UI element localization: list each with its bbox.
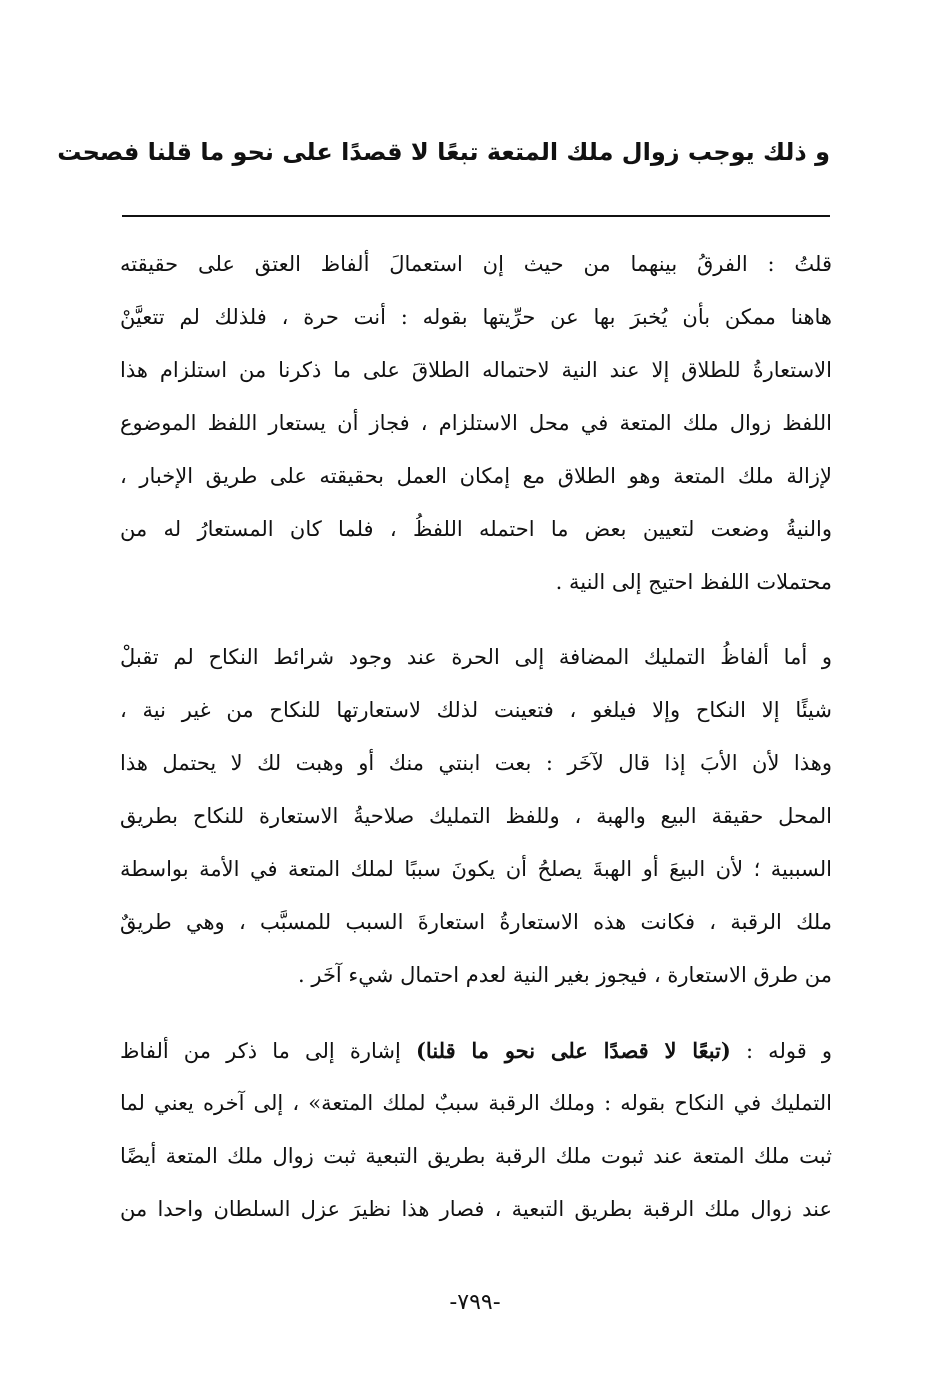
quote-intro: و قوله : (745, 1039, 832, 1063)
text-line: و أما ألفاظُ التمليك المضافة إلى الحرة عند وجود شرائط النكاح لم تقبلْ (120, 645, 832, 669)
text-line: والنيةُ وضعت لتعيين بعض ما احتمله اللفظُ ، فلما كان المستعارُ له من (120, 517, 832, 541)
text-line: اللفظ زوال ملك المتعة في محل الاستلزام ، فجاز أن يستعار اللفظ الموضوع (120, 411, 832, 435)
text-line: السببية ؛ لأن البيعَ أو الهبةَ يصلحُ أن يكونَ سببًا لملك المتعة في الأمة بواسطة (120, 857, 832, 881)
paragraph-3 (120, 1024, 832, 1236)
text-line: التمليك في النكاح بقوله : وملك الرقبة سببٌ لملك المتعة» ، إلى آخره يعني لما (120, 1091, 832, 1115)
text-line: عند زوال ملك الرقبة بطريق التبعية ، فصار هذا نظيرَ عزل السلطان واحدا من (120, 1197, 832, 1221)
paragraph-gap (120, 1002, 832, 1024)
paragraph-gap (120, 609, 832, 631)
text-line (120, 1024, 832, 1077)
matn-quote: (تبعًا لا قصدًا على نحو ما قلنا) (415, 1038, 731, 1063)
text-line: لإزالة ملك المتعة وهو الطلاق مع إمكان العمل بحقيقته على طريق الإخبار ، (120, 464, 832, 488)
paragraph-2 (120, 631, 832, 1002)
text-line: ثبت ملك المتعة عند ثبوت ملك الرقبة بطريق التبعية ثبت زوال ملك المتعة أيضًا (120, 1144, 832, 1168)
paragraph-1 (120, 238, 832, 609)
text-line: شيئًا إلا النكاح وإلا فيلغو ، فتعينت لذلك لاستعارتها للنكاح من غير نية ، (120, 698, 832, 722)
text-line: وهذا لأن الأبَ إذا قال لآخَر : بعت ابنتي منك أو وهبت لك لا يحتمل هذا (120, 751, 832, 775)
text-line: قلتُ : الفرقُ بينهما من حيث إن استعمالَ ألفاظ العتق على حقيقته (120, 252, 832, 276)
text-line: الاستعارةُ للطلاق إلا عند النية لاحتماله الطلاقَ على ما ذكرنا من استلزام هذا (120, 358, 832, 382)
text-line: من طرق الاستعارة ، فيجوز بغير النية لعدم احتمال شيء آخَر . (298, 963, 832, 987)
text-line: محتملات اللفظ احتيج إلى النية . (555, 570, 832, 594)
text-line: ملك الرقبة ، فكانت هذه الاستعارةُ استعارةَ السبب للمسبَّب ، وهي طريقٌ (120, 910, 832, 934)
matn-text: و ذلك يوجب زوال ملك المتعة تبعًا لا قصدًا على نحو ما قلنا فصحت (57, 138, 830, 166)
separator-line (122, 215, 830, 217)
sharh-commentary (120, 238, 832, 1236)
page-number: -٧٩٩- (449, 1290, 501, 1315)
text-line: هاهنا ممكن بأن يُخبرَ بها عن حرِّيتها بقوله : أنت حرة ، فلذلك لم تتعيَّنْ (120, 305, 832, 329)
text-line: المحل حقيقة البيع والهبة ، وللفظ التمليك صلاحيةُ الاستعارة للنكاح بطريق (120, 804, 832, 828)
quote-rest: إشارة إلى ما ذكر من ألفاظ (120, 1039, 401, 1063)
